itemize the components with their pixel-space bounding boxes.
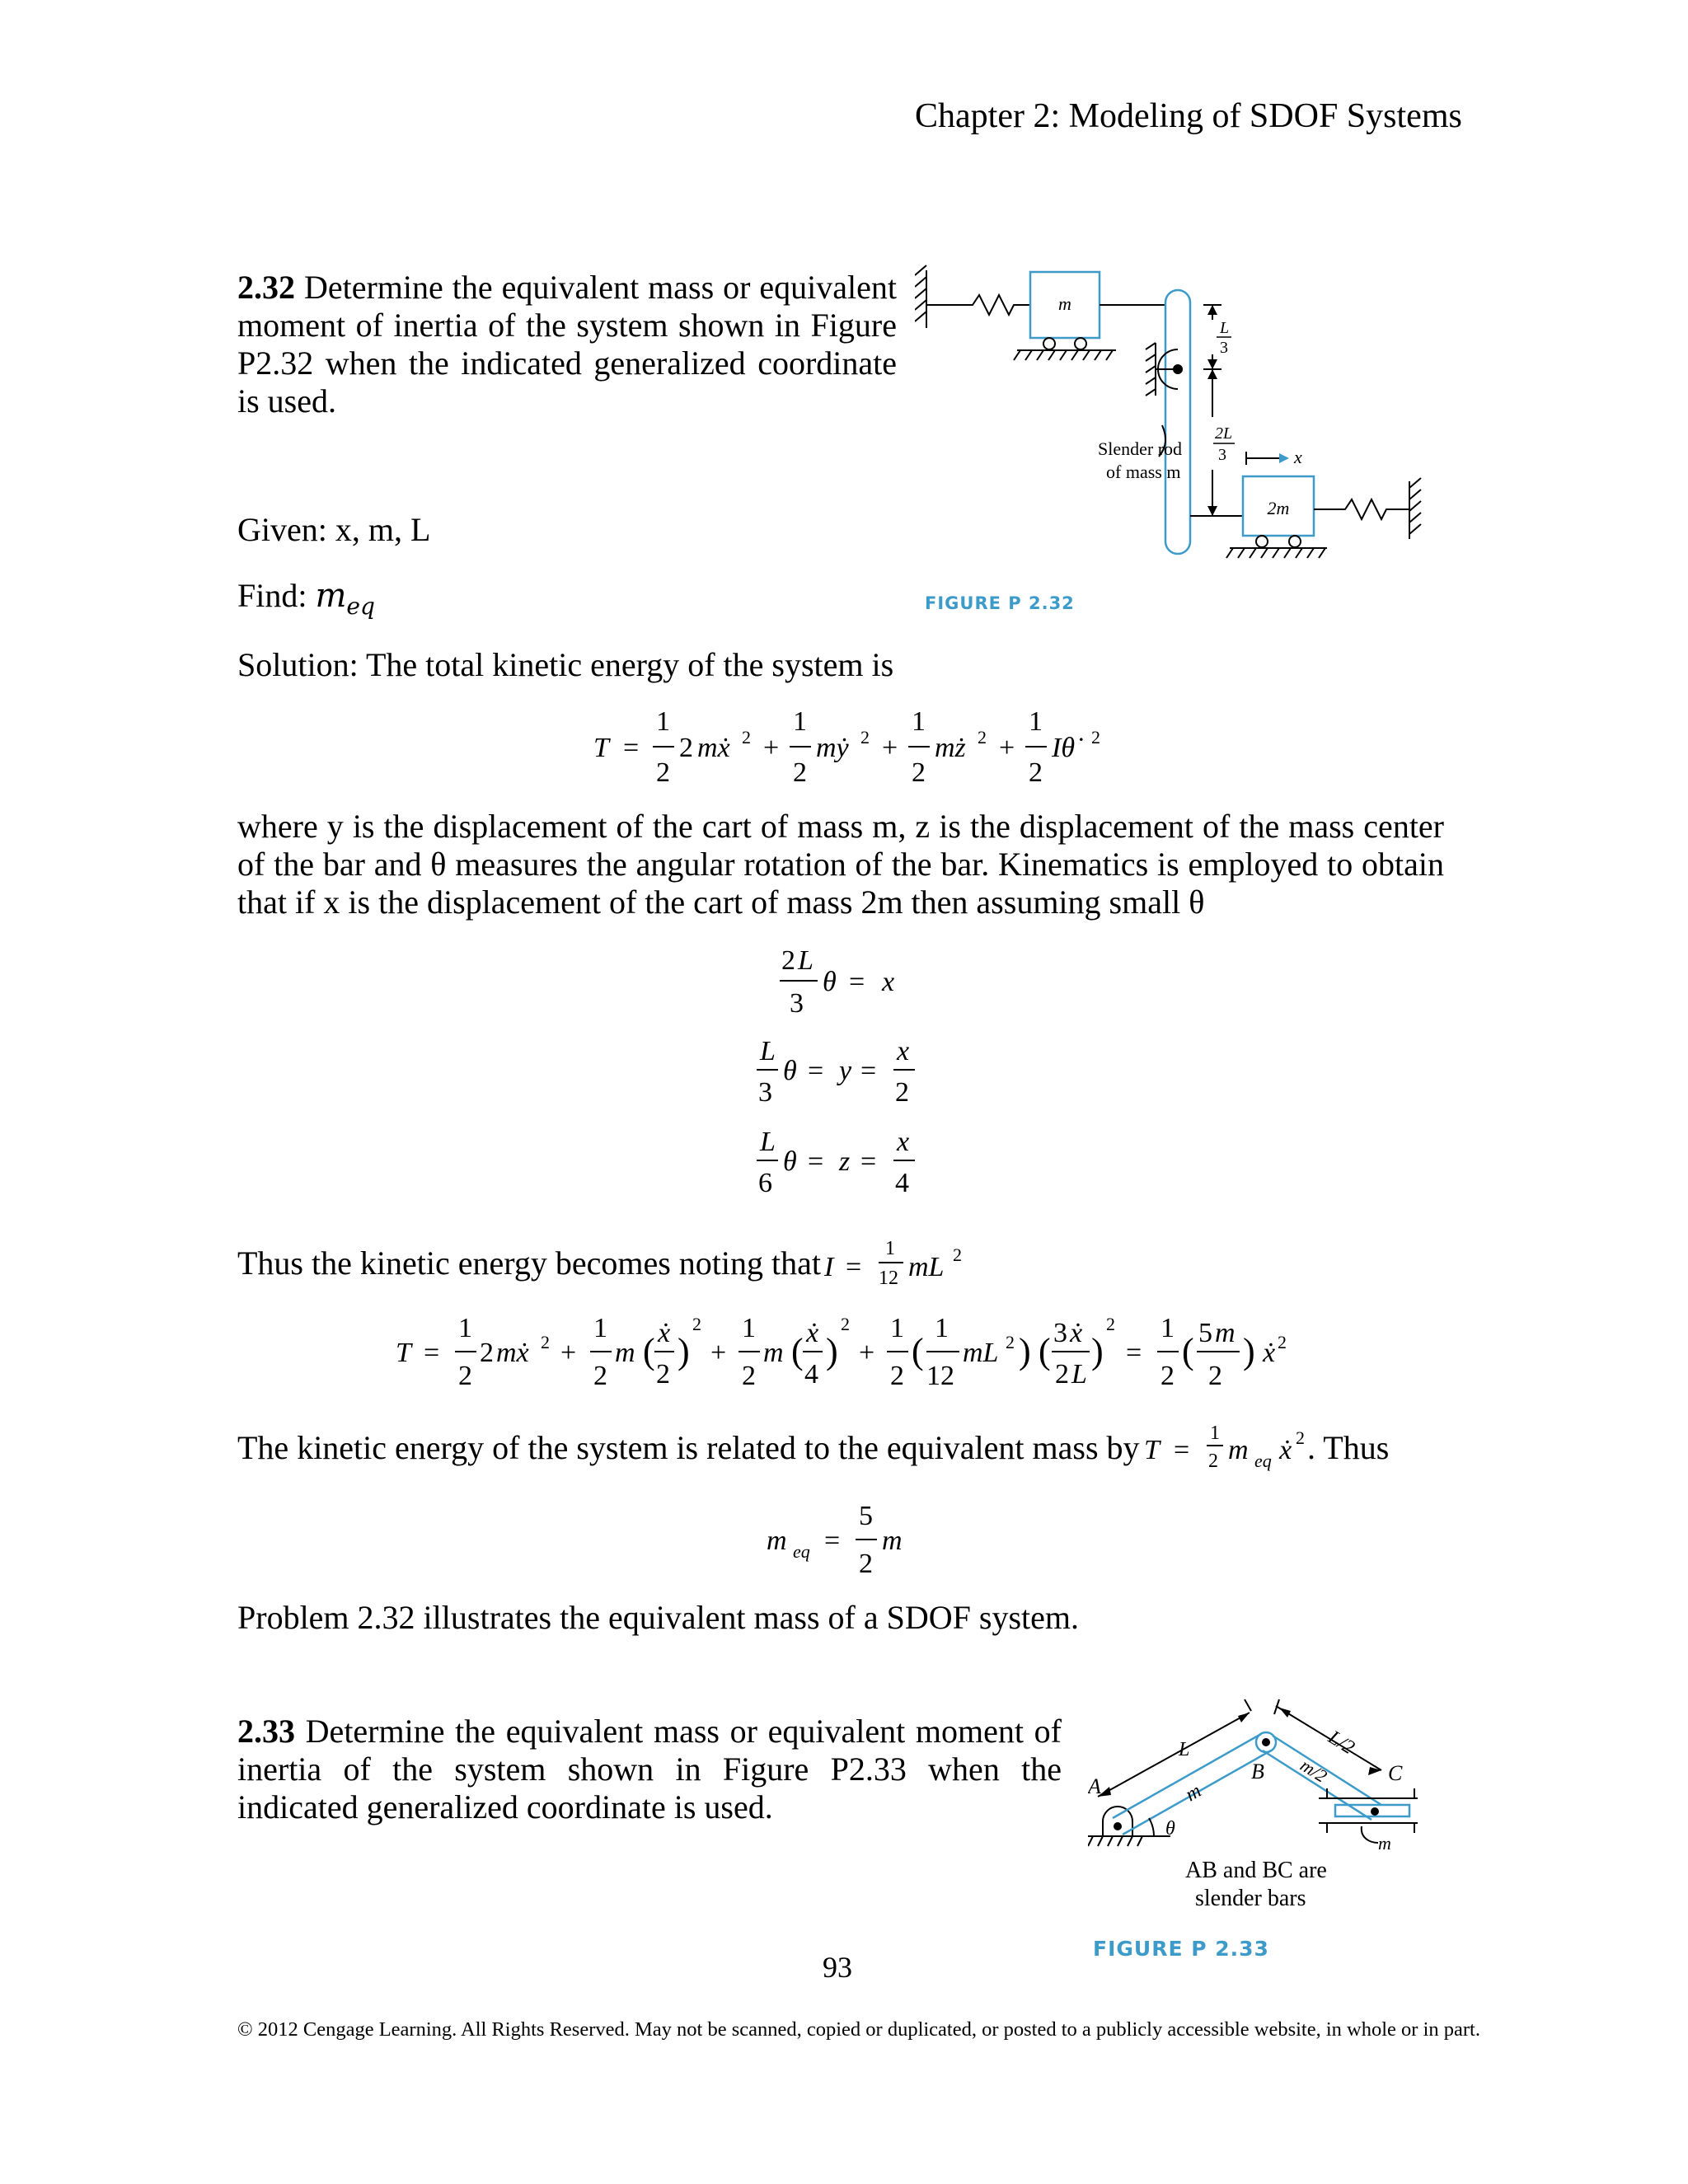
svg-text:2: 2 [458, 1361, 472, 1391]
svg-text:2: 2 [793, 757, 807, 788]
svg-text:2: 2 [1029, 757, 1043, 788]
svg-text:ẋ: ẋ [1279, 1435, 1292, 1465]
svg-text:m: m [763, 1338, 784, 1368]
svg-text:ẋ: ẋ [806, 1318, 819, 1348]
svg-text:2: 2 [953, 1244, 962, 1265]
svg-text:2: 2 [1106, 1314, 1115, 1334]
problem-2-32-statement [237, 269, 897, 420]
svg-text:θ: θ [823, 967, 837, 997]
svg-text:I: I [824, 1252, 834, 1282]
svg-text:ẋ: ẋ [1070, 1318, 1083, 1348]
svg-text:L: L [798, 945, 814, 976]
svg-text:+: + [882, 733, 898, 763]
svg-text:=: = [824, 1526, 841, 1556]
kinetic-energy-equation [577, 702, 1137, 793]
svg-text:2: 2 [679, 733, 693, 763]
svg-text:T: T [396, 1338, 411, 1368]
problem-number: 2.33 [237, 1713, 295, 1750]
svg-text:1: 1 [793, 706, 807, 737]
point-c-label: C [1388, 1761, 1403, 1785]
svg-text:+: + [999, 733, 1015, 763]
svg-text:1: 1 [742, 1313, 756, 1343]
chapter-header: Chapter 2: Modeling of SDOF Systems [915, 97, 1462, 135]
svg-text:): ) [826, 1331, 838, 1371]
equivalent-mass-relation: The kinetic energy of the system is related to the equivalent mass by [237, 1429, 1140, 1466]
svg-text:L: L [1071, 1359, 1087, 1390]
svg-text:): ) [1019, 1331, 1031, 1371]
kinetic-energy-substituted [387, 1302, 1294, 1409]
figure-p2-33 [1088, 1673, 1434, 1937]
svg-text:x: x [897, 1127, 910, 1157]
problem-text: Determine the equivalent mass or equivalent moment of inertia of the system shown in Figure P2.33 when the indicated generalized coordinate is used. [237, 1713, 1062, 1825]
svg-text:=: = [424, 1338, 440, 1368]
svg-text:3: 3 [1053, 1318, 1067, 1348]
coordinate-x-label: x [1294, 447, 1302, 467]
svg-text:=: = [846, 1252, 862, 1282]
svg-text:(: ( [643, 1331, 655, 1371]
kinematics-explanation: where y is the displacement of the cart of mass m, z is the displacement of the mass center of the bar and θ measures the angular rotation of the bar. Kinematics is employed to obtain that if x is the displacement of the cart of mass 2m then assuming small θ [237, 808, 1444, 921]
dim-top-numerator: L [1220, 319, 1230, 337]
svg-text:=: = [1174, 1435, 1190, 1465]
svg-text:12: 12 [926, 1361, 954, 1391]
problem-2-32-conclusion: Problem 2.32 illustrates the equivalent mass of a SDOF system. [237, 1599, 1079, 1636]
svg-text:2: 2 [541, 1332, 550, 1352]
svg-text:(: ( [791, 1331, 804, 1371]
svg-text:x: x [897, 1036, 910, 1066]
rod-label-line1: Slender rod [1098, 438, 1183, 459]
equivalent-mass-result [758, 1490, 956, 1589]
inertia-formula [816, 1225, 997, 1299]
svg-text:1: 1 [885, 1238, 895, 1259]
theta-label: θ [1165, 1818, 1175, 1840]
point-a-label: A [1088, 1774, 1101, 1798]
svg-text:=: = [808, 1056, 824, 1086]
svg-text:m: m [1215, 1318, 1236, 1348]
svg-text:x: x [882, 967, 895, 997]
svg-text:2: 2 [656, 757, 670, 788]
cart-2m-label: 2m [1267, 498, 1290, 518]
svg-text:1: 1 [912, 706, 926, 737]
inertia-note [237, 1244, 821, 1282]
problem-text: Determine the equivalent mass or equivalent moment of inertia of the system shown in Figure P2.32 when the indicated generalized coordinate is used. [237, 269, 897, 419]
bars-note-line2: slender bars [1195, 1886, 1306, 1911]
svg-text:eq: eq [1254, 1451, 1272, 1471]
svg-text:2: 2 [480, 1338, 494, 1368]
svg-text:2: 2 [1091, 727, 1100, 748]
bars-note-line1: AB and BC are [1185, 1858, 1327, 1883]
svg-text:+: + [560, 1338, 577, 1368]
svg-text:2: 2 [1160, 1361, 1175, 1391]
figure-p2-32-caption: FIGURE P 2.32 [925, 593, 1075, 613]
svg-text:m: m [882, 1526, 903, 1556]
svg-text:6: 6 [758, 1168, 772, 1198]
copyright-notice: © 2012 Cengage Learning. All Rights Reserved. May not be scanned, copied or duplicated, or posted to a publicly accessible website, in whole or in part. [237, 2018, 1480, 2041]
svg-text:): ) [678, 1331, 690, 1371]
svg-text:2: 2 [656, 1359, 670, 1390]
svg-text:3: 3 [758, 1077, 772, 1108]
svg-text:2: 2 [978, 727, 987, 748]
svg-text:2: 2 [742, 1361, 756, 1391]
length-l-label: L [1179, 1739, 1190, 1760]
mass-half-label: m/2 [1296, 1755, 1331, 1787]
svg-text:2: 2 [742, 727, 751, 748]
svg-text:): ) [1091, 1331, 1104, 1371]
svg-text:(: ( [1039, 1331, 1051, 1371]
svg-text:mẏ: mẏ [816, 733, 849, 763]
svg-text:Iθ̇: Iθ̇ [1052, 733, 1076, 763]
svg-text:m: m [1228, 1435, 1249, 1465]
svg-text:2: 2 [859, 1549, 873, 1579]
svg-text:=: = [849, 967, 865, 997]
svg-text:5: 5 [1198, 1318, 1212, 1348]
svg-text:=: = [860, 1146, 877, 1177]
svg-text:θ: θ [783, 1056, 797, 1086]
svg-text:2: 2 [692, 1314, 701, 1334]
problem-number: 2.32 [237, 269, 295, 306]
svg-text:=: = [808, 1146, 824, 1177]
svg-text:2: 2 [1208, 1361, 1222, 1391]
svg-text:2: 2 [1006, 1332, 1015, 1352]
thus-word: . Thus [1307, 1429, 1390, 1466]
svg-text:=: = [1126, 1338, 1142, 1368]
svg-text:mẋ: mẋ [697, 733, 730, 763]
svg-text:mż: mż [935, 733, 966, 763]
svg-text:mL: mL [963, 1338, 999, 1368]
svg-text:2: 2 [593, 1361, 607, 1391]
svg-text:m: m [615, 1338, 635, 1368]
solution-intro: Solution: The total kinetic energy of the system is [237, 646, 894, 683]
svg-text:2: 2 [1055, 1359, 1069, 1390]
svg-text:+: + [859, 1338, 875, 1368]
svg-text:mẋ: mẋ [496, 1338, 529, 1368]
svg-text:2: 2 [1278, 1332, 1287, 1352]
svg-text:2: 2 [781, 945, 795, 976]
block-mass-label: m [1378, 1833, 1391, 1854]
svg-text:1: 1 [890, 1313, 904, 1343]
svg-text:L: L [760, 1127, 776, 1157]
svg-text:m: m [767, 1526, 787, 1556]
figure-p2-32 [915, 264, 1467, 610]
given-line: Given: x, m, L [237, 511, 431, 548]
svg-text:2: 2 [1208, 1451, 1218, 1472]
svg-text:2: 2 [841, 1314, 850, 1334]
svg-text:2: 2 [1296, 1427, 1305, 1448]
find-line [237, 577, 375, 626]
svg-text:L: L [760, 1036, 776, 1066]
svg-text:T: T [593, 733, 609, 763]
svg-text:eq: eq [793, 1541, 810, 1562]
svg-text:(: ( [912, 1331, 924, 1371]
page-number: 93 [823, 1951, 852, 1984]
svg-text:ẋ: ẋ [1263, 1338, 1276, 1368]
find-symbol: m [315, 577, 347, 615]
svg-text:2: 2 [912, 757, 926, 788]
svg-text:1: 1 [1029, 706, 1043, 737]
point-b-label: B [1251, 1760, 1264, 1783]
dim-top-denominator: 3 [1220, 339, 1228, 357]
svg-text:ẋ: ẋ [658, 1318, 671, 1348]
dim-bottom-numerator: 2L [1215, 424, 1233, 443]
find-subscript: eq [346, 593, 375, 620]
svg-text:y: y [839, 1056, 852, 1086]
svg-text:1: 1 [1160, 1313, 1175, 1343]
svg-text:4: 4 [804, 1359, 818, 1390]
svg-text:=: = [623, 733, 640, 763]
svg-text:mL: mL [908, 1252, 945, 1282]
svg-text:θ: θ [783, 1146, 797, 1177]
svg-text:T: T [1144, 1435, 1160, 1465]
svg-text:1: 1 [458, 1313, 472, 1343]
svg-text:1: 1 [1210, 1422, 1220, 1444]
bar-ab-mass-label: m [1182, 1780, 1206, 1807]
svg-text:+: + [710, 1338, 727, 1368]
svg-text:5: 5 [859, 1501, 873, 1531]
svg-text:z: z [839, 1146, 851, 1177]
figure-p2-33-caption: FIGURE P 2.33 [1093, 1937, 1269, 1961]
problem-2-33-statement [237, 1713, 1062, 1826]
cart-mass-label: m [1058, 293, 1071, 314]
svg-text:4: 4 [895, 1168, 909, 1198]
rod-label-line2: of mass m [1106, 462, 1181, 482]
dim-bottom-denominator: 3 [1218, 446, 1226, 464]
kinematic-relations [742, 940, 956, 1220]
svg-text:12: 12 [879, 1268, 898, 1289]
svg-text:2: 2 [895, 1077, 909, 1108]
inertia-note-text: Thus the kinetic energy becomes noting that [237, 1244, 821, 1282]
svg-text:1: 1 [593, 1313, 607, 1343]
svg-text:+: + [763, 733, 780, 763]
svg-text:2: 2 [890, 1361, 904, 1391]
svg-text:1: 1 [935, 1313, 949, 1343]
svg-text:): ) [1243, 1331, 1255, 1371]
svg-text:2: 2 [860, 727, 870, 748]
svg-text:(: ( [1182, 1331, 1194, 1371]
svg-text:=: = [860, 1056, 877, 1086]
svg-text:1: 1 [656, 706, 670, 737]
find-label: Find: [237, 577, 316, 614]
svg-text:3: 3 [790, 988, 804, 1019]
length-l-half-label: L/2 [1324, 1727, 1358, 1760]
